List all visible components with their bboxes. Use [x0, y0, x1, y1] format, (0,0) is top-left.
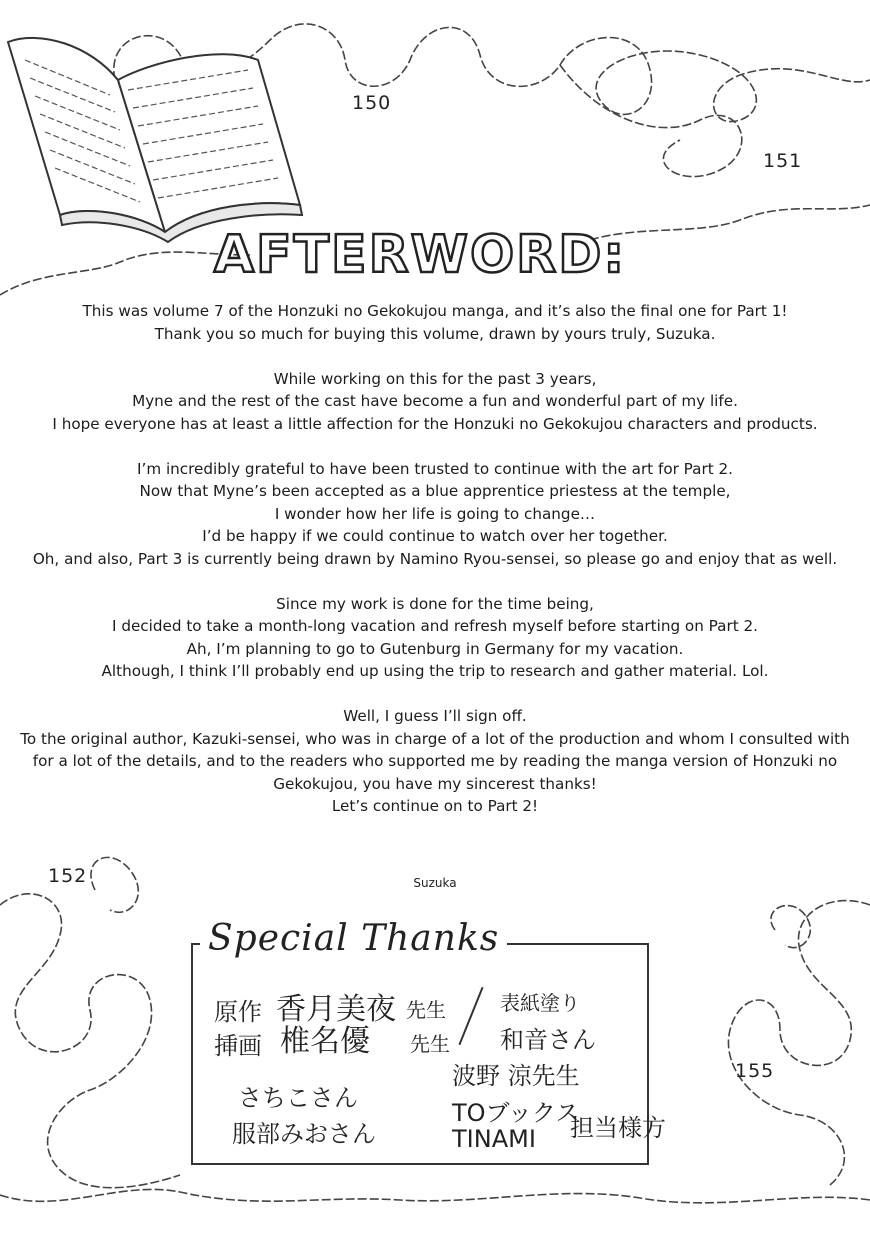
page-number-bottom-left: 152	[48, 865, 88, 887]
text-line: for a lot of the details, and to the readers who supported me by reading the manga version of Honzuki no	[32, 752, 838, 770]
afterword-body	[10, 300, 860, 840]
illustration-honorific: 先生	[410, 1032, 450, 1056]
page-number-top-right: 151	[763, 150, 803, 172]
credit-staff: 担当様方	[570, 1114, 666, 1142]
text-line: Gekokujou, you have my sincerest thanks!	[273, 774, 597, 793]
page-number-top-left: 150	[352, 92, 392, 114]
text-line: Oh, and also, Part 3 is currently being drawn by Namino Ryou-sensei, so please go and enjoy that as well.	[32, 549, 838, 568]
paragraph	[10, 368, 860, 436]
text-line: I’m incredibly grateful to have been trusted to continue with the art for Part 2.	[137, 459, 733, 478]
text-line: While working on this for the past 3 years,	[273, 369, 597, 388]
text-line: To the original author, Kazuki-sensei, who was in charge of a lot of the production and whom I consulted with	[20, 729, 850, 748]
text-line: Ah, I’m planning to go to Gutenburg in Germany for my vacation.	[186, 639, 684, 658]
special-thanks-heading: Special Thanks	[200, 918, 507, 959]
credit-tinami: TINAMI	[452, 1125, 536, 1153]
text-line: This was volume 7 of the Honzuki no Gekokujou manga, and it’s also the final one for Part 1!	[82, 302, 788, 320]
original-work-label: 原作	[214, 998, 262, 1026]
text-line: Thank you so much for buying this volume, drawn by yours truly, Suzuka.	[154, 324, 716, 343]
chain-loop-right	[771, 906, 810, 948]
cover-color-name: 和音さん	[500, 1026, 596, 1054]
signature: Suzuka	[413, 876, 457, 890]
chain-bottom	[0, 1189, 870, 1202]
chain-bottom-right	[728, 901, 870, 1185]
open-book-icon	[8, 38, 302, 242]
text-line: Myne and the rest of the cast have become a fun and wonderful part of my life.	[132, 392, 738, 410]
credit-sachiko: さちこさん	[238, 1084, 358, 1112]
paragraph	[10, 300, 860, 345]
credit-to-books: TOブックス	[452, 1099, 580, 1127]
credit-namino: 波野 涼先生	[452, 1062, 580, 1090]
paragraph	[10, 593, 860, 683]
page-number-bottom-right: 155	[735, 1060, 775, 1082]
text-line: I hope everyone has at least a little affection for the Honzuki no Gekokujou characters and products.	[52, 414, 818, 433]
text-line: I’d be happy if we could continue to watch over her together.	[202, 527, 668, 545]
text-line: Now that Myne’s been accepted as a blue apprentice priestess at the temple,	[139, 482, 731, 500]
original-work-honorific: 先生	[406, 998, 446, 1022]
text-line: I decided to take a month-long vacation and refresh myself before starting on Part 2.	[112, 617, 758, 635]
afterword-title	[213, 214, 627, 294]
text-line: I wonder how her life is going to change…	[274, 504, 596, 523]
cover-color-label: 表紙塗り	[500, 991, 580, 1015]
text-line: Although, I think I’ll probably end up using the trip to research and gather material. Lol.	[101, 662, 769, 680]
illustration-name: 椎名優	[280, 1024, 370, 1059]
text-line: Let’s continue on to Part 2!	[331, 797, 539, 815]
text-line: Since my work is done for the time being,	[276, 594, 594, 613]
chain-bottom-left	[0, 894, 180, 1188]
afterword-title-text: AFTERWORD:	[213, 225, 627, 285]
paragraph	[10, 458, 860, 571]
original-work-name: 香月美夜	[276, 992, 396, 1027]
text-line: Well, I guess I’ll sign off.	[343, 707, 527, 725]
paragraph	[10, 705, 860, 818]
illustration-label: 挿画	[214, 1032, 262, 1060]
credit-hattori: 服部みおさん	[232, 1120, 376, 1148]
